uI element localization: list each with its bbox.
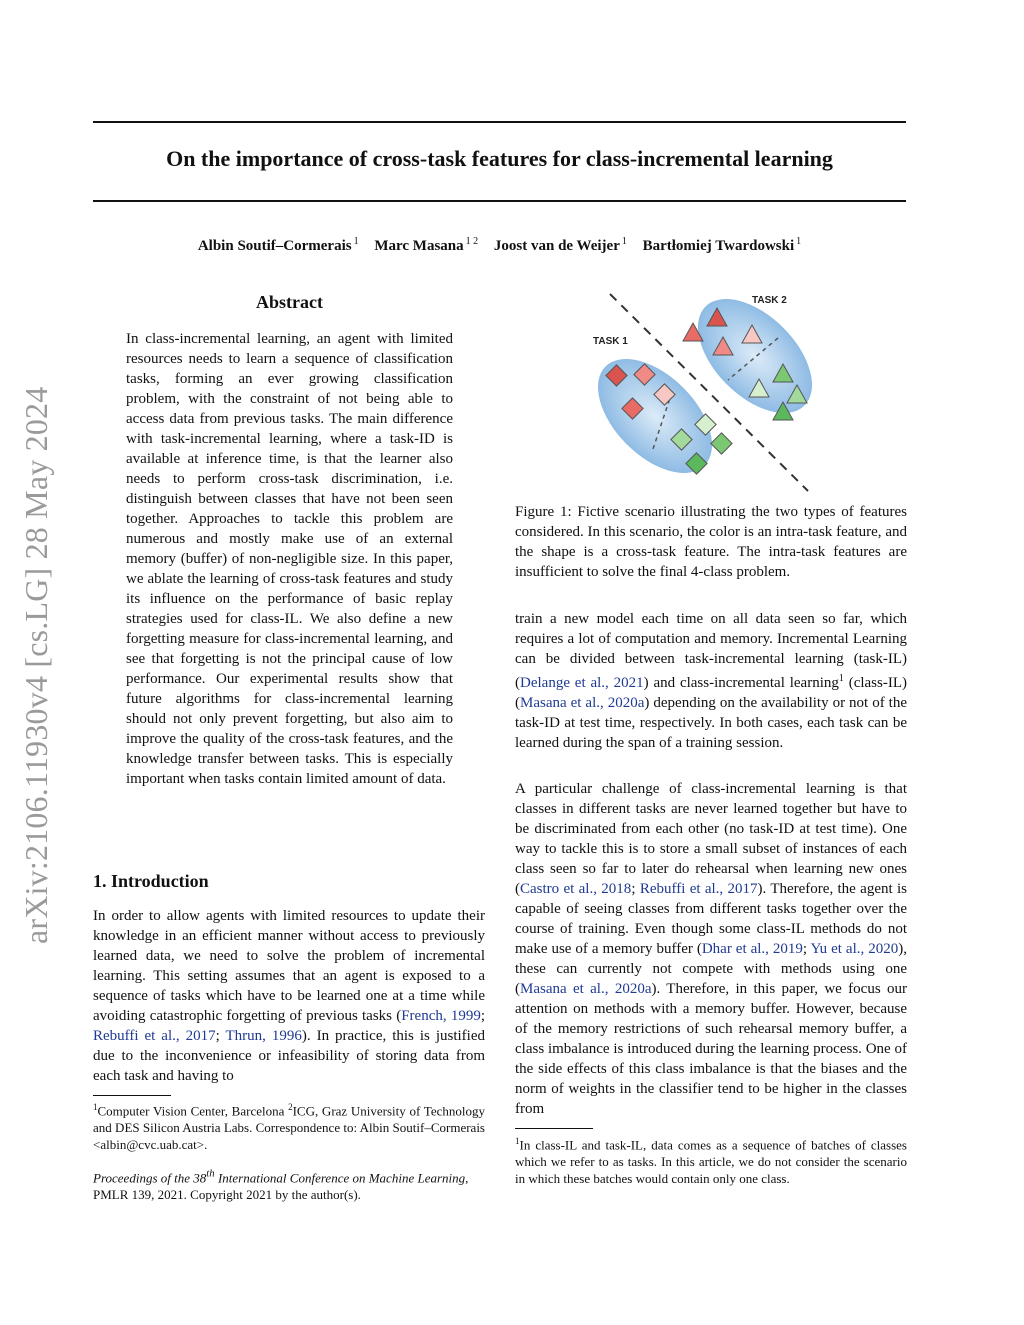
affiliation-footnote: $^1$Computer Vision Center, Barcelona $^2$ICG, Graz University of Technology and DES Silicon Austria Labs. Correspondence to: Albin Soutif–Cormerais <albin@cvc.uab.cat>. (93, 1102, 485, 1153)
citation-link[interactable]: Masana et al., 2020a (520, 981, 652, 997)
citation-link[interactable]: Dhar et al., 2019 (701, 941, 803, 957)
figure-1-diagram (590, 286, 830, 496)
citation-link[interactable]: Rebuffi et al., 2017 (639, 881, 758, 897)
top-rule (93, 121, 906, 123)
diamond-green-medium (711, 433, 732, 454)
task2-label: TASK 2 (752, 295, 787, 306)
citation-link[interactable]: Castro et al., 2018 (520, 881, 632, 897)
footnote-rule-right (515, 1128, 593, 1129)
abstract-heading: Abstract (256, 292, 323, 312)
citation-link[interactable]: Delange et al., 2021 (520, 675, 644, 691)
intro-paragraph-1: In order to allow agents with limited resources to update their knowledge in an efficient manner without access to previously learned data, we need to solve the problem of incremental learning. This setting assumes that an agent is exposed to a sequence of tasks which have to be learned one at a time while avoiding catastrophic forgetting of previous tasks (French, 1999; Rebuffi et al., 2017; Thrun, 1996). In practice, this is justified due to the inconvenience or infeasibility of storing data from each task and having to (93, 908, 485, 1084)
citation-link[interactable]: Yu et al., 2020 (810, 941, 899, 957)
citation-link[interactable]: Thrun, 1996 (225, 1028, 302, 1044)
citation-link[interactable]: Masana et al., 2020a (520, 695, 645, 711)
title-bottom-rule (93, 200, 906, 202)
paper-title: On the importance of cross-task features for class-incremental learning (166, 146, 833, 171)
author-4: Bartłomiej Twardowski $^1$ (642, 236, 802, 254)
task1-label: TASK 1 (593, 336, 628, 347)
intro-paragraph-1-continued: train a new model each time on all data seen so far, which requires a lot of computation and memory. Incremental Learning can be divided between task-incremental learning (task-IL) (Delange et al., 2021) and class-incremental learning$^1$ (class-IL) (Masana et al., 2020a) depending on the availability or not of the task-ID at test time, respectively. In both cases, each task can be learned during the span of a training session. (515, 611, 908, 751)
citation-link[interactable]: Rebuffi et al., 2017 (93, 1028, 216, 1044)
citation-link[interactable]: French, 1999 (401, 1008, 481, 1024)
author-list (93, 236, 906, 255)
proceedings-note: Proceedings of the 38th International Conference on Machine Learning, PMLR 139, 2021. Copyright 2021 by the author(s). (93, 1168, 469, 1203)
author-1: Albin Soutif–Cormerais $^1$ (197, 236, 359, 254)
author-2: Marc Masana $^{1 2}$ (374, 236, 479, 254)
abstract-text: In class-incremental learning, an agent with limited resources needs to learn a sequence of classification tasks, forming an ever growing classification problem, with the constraint of not being able to access data from previous tasks. The main difference with task-incremental learning, where a task-ID is available at inference time, is that the learner also needs to perform cross-task discrimination, i.e. distinguish between classes that have not been seen together. Approaches to tackle this problem are numerous and mostly make use of an external memory (buffer) of non-negligible size. In this paper, we ablate the learning of cross-task features and study its influence on the performance of basic replay strategies used for class-IL. We also define a new forgetting measure for class-incremental learning, and see that forgetting is not the principal cause of low performance. Our experimental results show that future algorithms for class-incremental learning should not only prevent forgetting, but also aim to improve the quality of the cross-task features, and the knowledge transfer between tasks. This is especially important when tasks contain limited amount of data. (126, 331, 453, 787)
author-3: Joost van de Weijer $^1$ (493, 236, 627, 254)
arxiv-stamp: arXiv:2106.11930v4 [cs.LG] 28 May 2024 (18, 386, 54, 944)
figure-1-caption: Figure 1: Fictive scenario illustrating the two types of features considered. In this scenario, the color is an intra-task feature, and the shape is a cross-task feature. The intra-task features are insufficient to solve the final 4-class problem. (515, 504, 907, 580)
intro-heading: 1. Introduction (93, 871, 209, 891)
intro-paragraph-2: A particular challenge of class-incremental learning is that classes in different tasks are never learned together but have to be discriminated from each other (no task-ID at test time). One way to tackle this is to store a small subset of instances of each class seen so far to later do rehearsal when learning new ones (Castro et al., 2018; Rebuffi et al., 2017). Therefore, the agent is capable of seeing classes from different tasks together over the course of training. Even though some class-IL methods do not make use of a memory buffer (Dhar et al., 2019; Yu et al., 2020), these can currently not compete with methods using one (Masana et al., 2020a). Therefore, in this paper, we focus our attention on methods with a memory buffer. However, because of the memory restrictions of such rehearsal memory buffer, a class imbalance is introduced during the learning process. One of the side effects of this class imbalance is that the biases and the norm of weights in the classifier tend to be higher in the classes from (515, 781, 907, 1117)
footnote-1: $^1$In class-IL and task-IL, data comes as a sequence of batches of classes which we refer to as tasks. In this article, we do not consider the scenario in which these batches would contain only one class. (515, 1136, 907, 1187)
footnote-rule-left (93, 1095, 171, 1096)
